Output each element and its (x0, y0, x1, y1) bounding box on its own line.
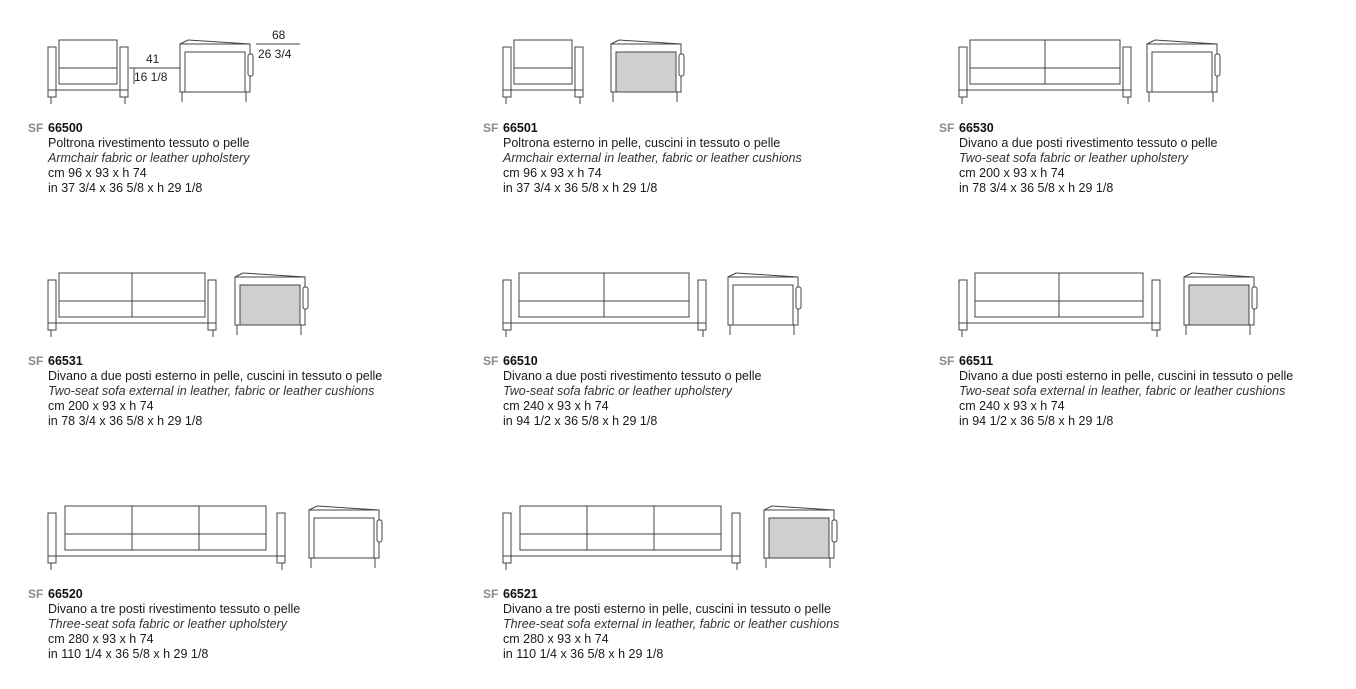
series-prefix: SF (28, 354, 44, 368)
dimensions-cm: cm 280 x 93 x h 74 (503, 632, 609, 646)
description-it: Divano a tre posti rivestimento tessuto o pelle (48, 602, 301, 616)
series-prefix: SF (483, 587, 499, 601)
dimensions-in: in 78 3/4 x 36 5/8 x h 29 1/8 (959, 181, 1114, 195)
description-en: Two-seat sofa external in leather, fabric or leather cushions (959, 384, 1286, 398)
dimensions-in: in 94 1/2 x 36 5/8 x h 29 1/8 (959, 414, 1114, 428)
dimensions-cm: cm 240 x 93 x h 74 (503, 399, 609, 413)
side-view (309, 506, 382, 568)
armchair-front-view (503, 40, 583, 104)
dimensions-in: in 37 3/4 x 36 5/8 x h 29 1/8 (503, 181, 658, 195)
seat-height-cm: 41 (146, 52, 160, 66)
two-seat-sofa-front-view (959, 273, 1160, 337)
description-en: Three-seat sofa fabric or leather upholstery (48, 617, 288, 631)
armchair-front-view (48, 40, 128, 104)
product-drawing (939, 237, 1356, 347)
product-code: 66531 (48, 354, 83, 368)
dimensions-cm: cm 200 x 93 x h 74 (959, 166, 1065, 180)
description-it: Divano a tre posti esterno in pelle, cuscini in tessuto o pelle (503, 602, 831, 616)
description-en: Three-seat sofa external in leather, fabric or leather cushions (503, 617, 840, 631)
series-prefix: SF (28, 121, 44, 135)
description-en: Two-seat sofa external in leather, fabric or leather cushions (48, 384, 375, 398)
dimensions-in: in 110 1/4 x 36 5/8 x h 29 1/8 (503, 647, 664, 661)
product-code: 66530 (959, 121, 994, 135)
arm-height-cm: 68 (272, 28, 286, 42)
three-seat-sofa-front-view (48, 506, 285, 570)
description-en: Armchair fabric or leather upholstery (48, 151, 250, 165)
dimensions-in: in 110 1/4 x 36 5/8 x h 29 1/8 (48, 647, 209, 661)
product-code: 66501 (503, 121, 538, 135)
description-en: Two-seat sofa fabric or leather upholstery (503, 384, 733, 398)
dimensions-in: in 78 3/4 x 36 5/8 x h 29 1/8 (48, 414, 203, 428)
product-drawing (28, 237, 468, 347)
dimensions-cm: cm 96 x 93 x h 74 (503, 166, 602, 180)
two-seat-sofa-front-view (503, 273, 706, 337)
product-code: 66521 (503, 587, 538, 601)
description-it: Divano a due posti rivestimento tessuto o pelle (959, 136, 1218, 150)
series-prefix: SF (939, 121, 955, 135)
description-it: Divano a due posti esterno in pelle, cuscini in tessuto o pelle (48, 369, 383, 383)
product-code: 66500 (48, 121, 83, 135)
product-drawing (28, 470, 468, 580)
product-code: 66520 (48, 587, 83, 601)
product-drawing (28, 4, 468, 114)
series-prefix: SF (28, 587, 44, 601)
side-view (180, 40, 253, 102)
series-prefix: SF (939, 354, 955, 368)
side-view-leather (1184, 273, 1257, 335)
product-drawing (939, 4, 1356, 114)
side-view-leather (764, 506, 837, 568)
three-seat-sofa-front-view (503, 506, 740, 570)
arm-height-in: 26 3/4 (258, 47, 292, 61)
series-prefix: SF (483, 354, 499, 368)
series-prefix: SF (483, 121, 499, 135)
description-it: Poltrona rivestimento tessuto o pelle (48, 136, 250, 150)
dimensions-in: in 94 1/2 x 36 5/8 x h 29 1/8 (503, 414, 658, 428)
dimensions-cm: cm 96 x 93 x h 74 (48, 166, 147, 180)
description-it: Poltrona esterno in pelle, cuscini in tessuto o pelle (503, 136, 781, 150)
side-view-leather (611, 40, 684, 102)
description-en: Armchair external in leather, fabric or leather cushions (503, 151, 802, 165)
product-drawing (483, 470, 923, 580)
side-view (1147, 40, 1220, 102)
two-seat-sofa-front-view (959, 40, 1131, 104)
dimensions-cm: cm 240 x 93 x h 74 (959, 399, 1065, 413)
side-view (728, 273, 801, 335)
side-view-leather (235, 273, 308, 335)
description-en: Two-seat sofa fabric or leather upholstery (959, 151, 1189, 165)
seat-height-in: 16 1/8 (134, 70, 168, 84)
dimensions-cm: cm 280 x 93 x h 74 (48, 632, 154, 646)
product-code: 66511 (959, 354, 994, 368)
two-seat-sofa-front-view (48, 273, 216, 337)
product-drawing (483, 4, 923, 114)
product-code: 66510 (503, 354, 538, 368)
product-drawing (483, 237, 923, 347)
dimensions-cm: cm 200 x 93 x h 74 (48, 399, 154, 413)
description-it: Divano a due posti rivestimento tessuto o pelle (503, 369, 762, 383)
description-it: Divano a due posti esterno in pelle, cuscini in tessuto o pelle (959, 369, 1294, 383)
dimensions-in: in 37 3/4 x 36 5/8 x h 29 1/8 (48, 181, 203, 195)
